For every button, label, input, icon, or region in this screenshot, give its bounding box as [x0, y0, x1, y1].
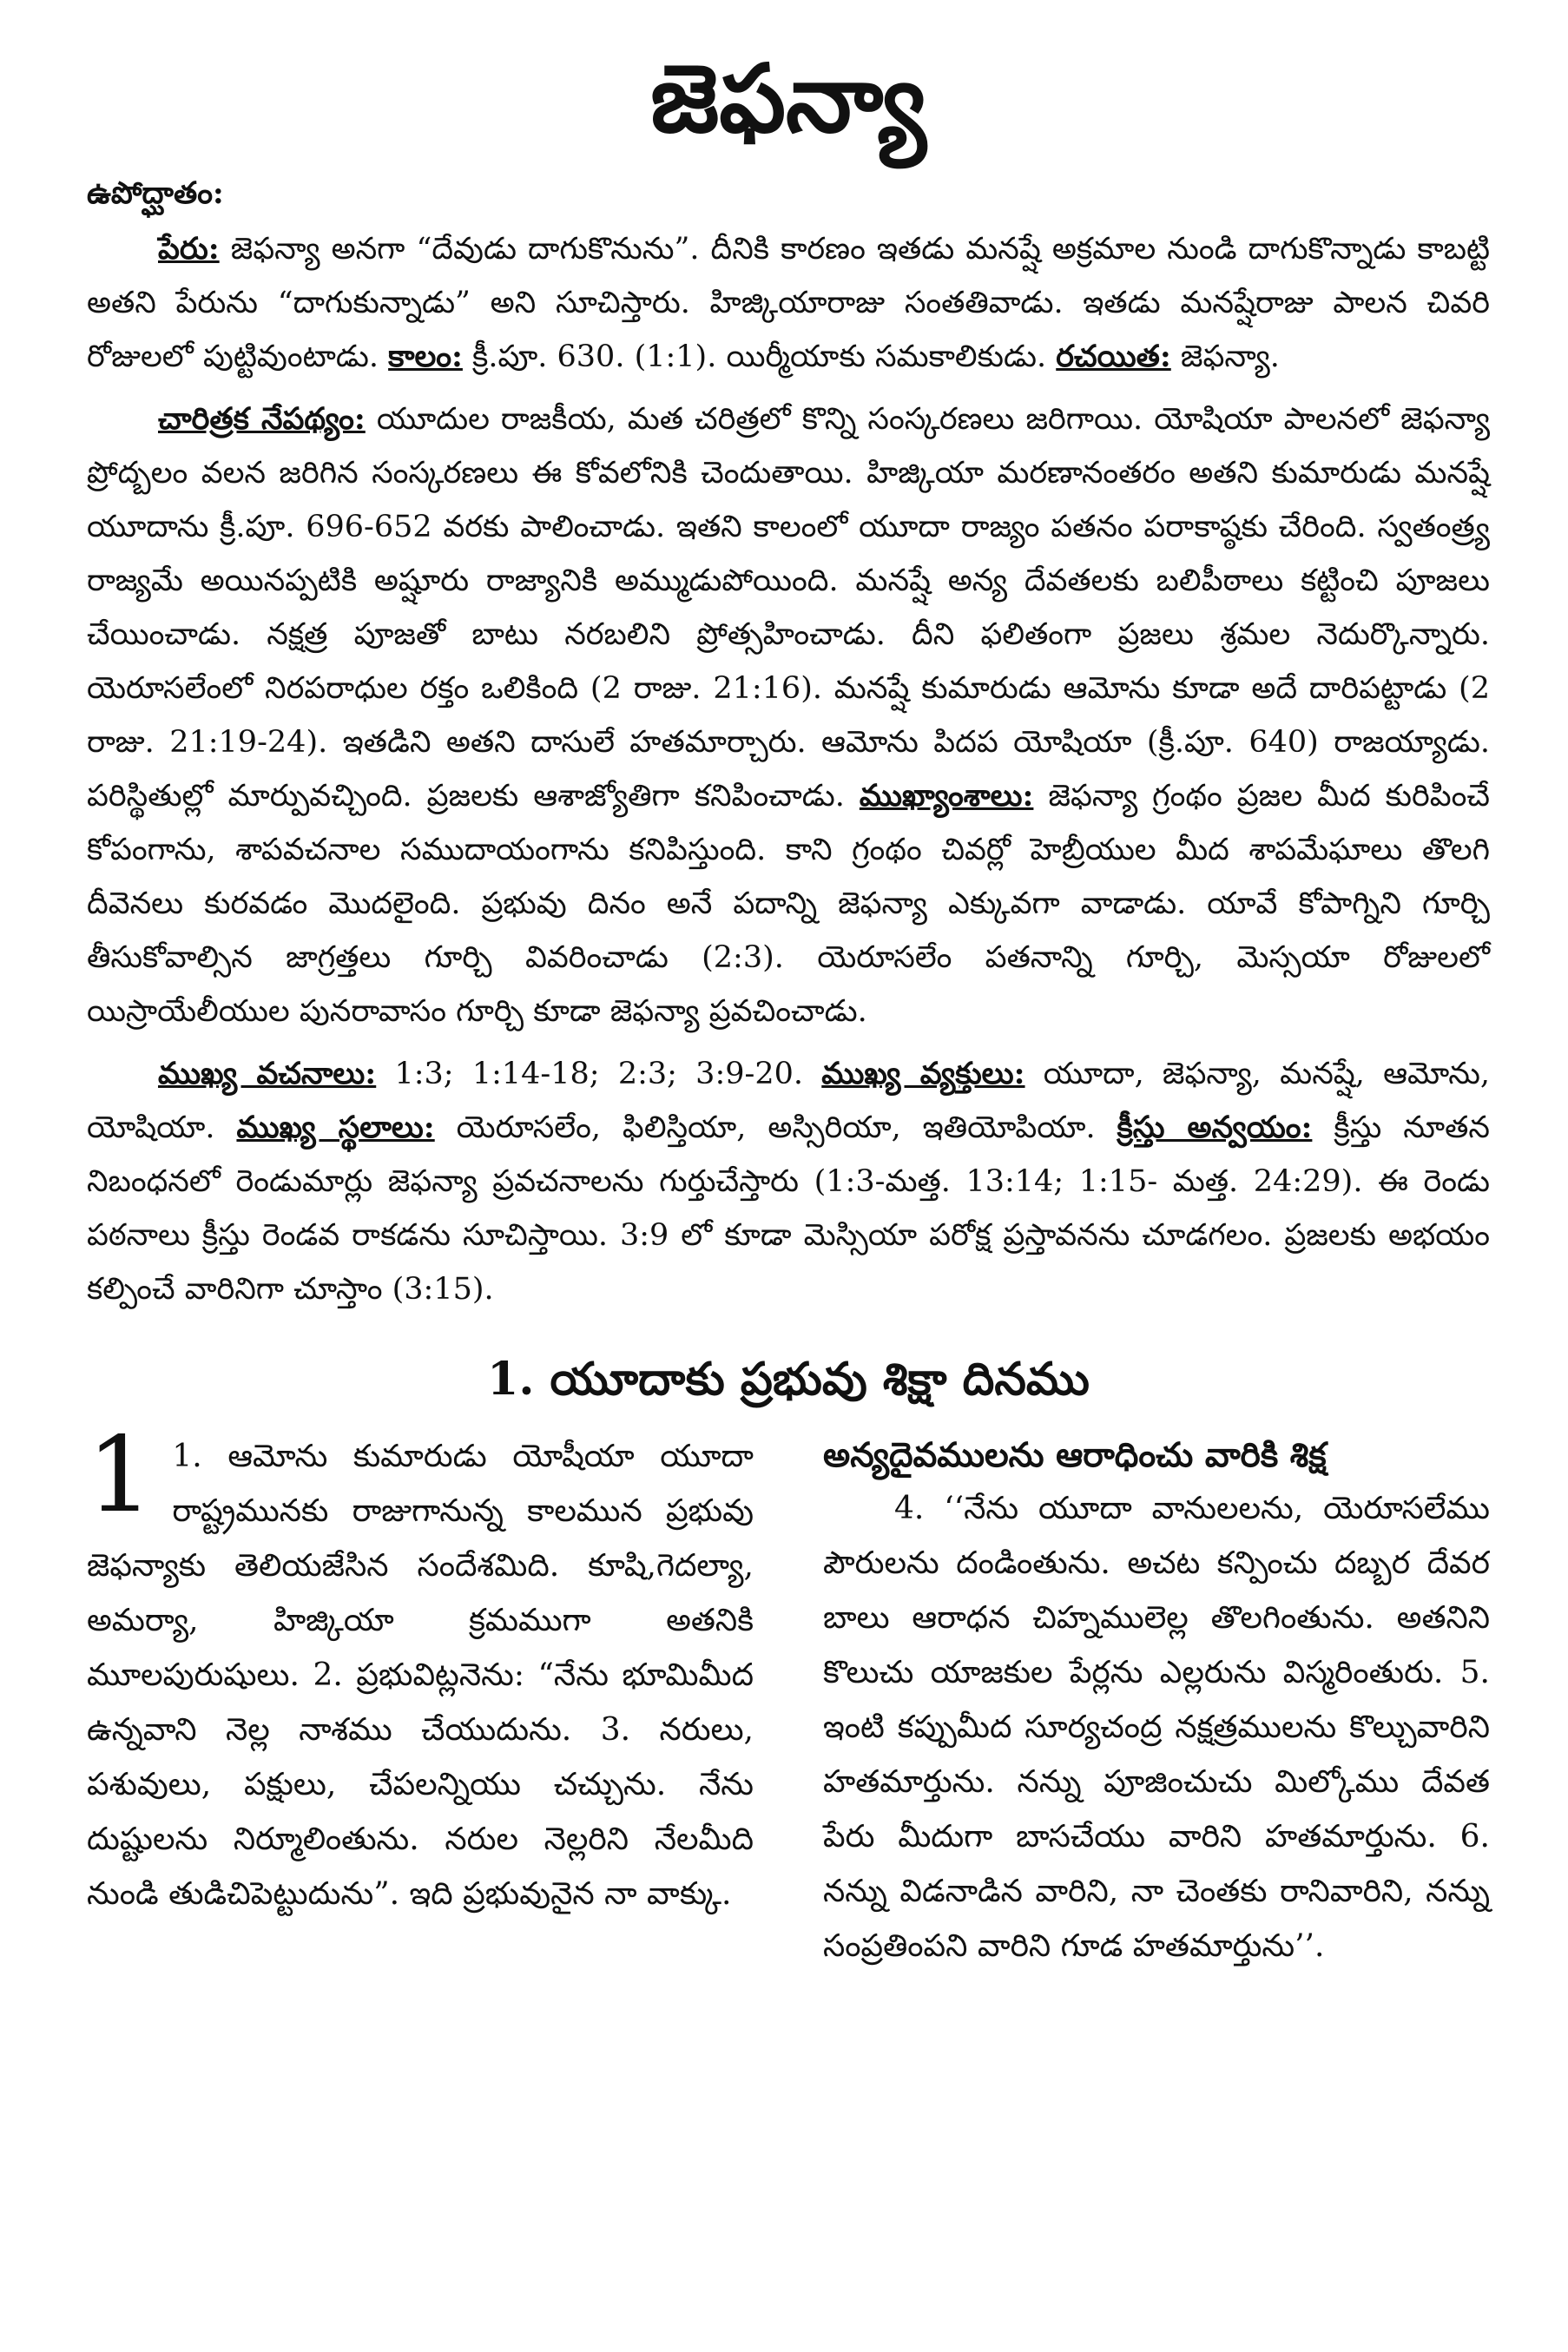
- label-key-persons: ముఖ్య వ్యక్తులు:: [821, 1056, 1025, 1091]
- label-christ-application: క్రీస్తు అన్వయం:: [1117, 1110, 1313, 1145]
- section-heading: అన్యదైవములను ఆరాధించు వారికి శిక్ష: [823, 1435, 1327, 1475]
- chapter-number: 1: [87, 1415, 154, 1536]
- intro-themes-text: జెఫన్యా గ్రంథం ప్రజల మీద కురిపించే కోపంగాను, శాపవచనాల సముదాయంగాను కనిపిస్తుంది. కాని గ్రంథం చివర్లో హెబ్రీయుల మీద శాపమేఘాలు తొలగి దీవెనలు కురవడం మొదలైంది. ప్రభువు దినం అనే పదాన్ని జెఫన్యా ఎక్కువగా వాడాడు. యావే కోపాగ్నిని గూర్చి తీసుకోవాల్సిన జాగ్రత్తలు గూర్చి వివరించాడు (2:3). యెరూసలేం పతనాన్ని గూర్చి, మెస్సయా రోజులలో యిస్రాయేలీయుల పునరావాసం గూర్చి కూడా జెఫన్యా ప్రవచించాడు.: [87, 779, 1490, 1029]
- intro-places-text: యెరూసలేం, ఫిలిస్తియా, అస్సిరియా, ఇతియోపియా.: [434, 1110, 1117, 1145]
- intro-persons-text: యూదా, జెఫన్యా, మనష్షే, ఆమోను, యోషియా.: [87, 1057, 1491, 1145]
- label-historical-background: చారిత్రక నేపథ్యం:: [158, 401, 366, 437]
- intro-verses-text: 1:3; 1:14-18; 2:3; 3:9-20.: [376, 1057, 822, 1091]
- intro-christ-text: క్రీస్తు నూతన నిబంధనలో రెండుమార్లు జెఫన్యా ప్రవచనాలను గుర్తుచేస్తారు (1:3-మత్త. 13:14; 1:15- మత్త. 24:29). ఈ రెండు పఠనాలు క్రీస్తు రెండవ రాకడను సూచిస్తాయి. 3:9 లో కూడా మెస్సియా పరోక్ష ప్రస్తావనను చూడగలం. ప్రజలకు అభయం కల్పించే వారినిగా చూస్తాం (3:15).: [87, 1110, 1490, 1307]
- intro-background-text: యూదుల రాజకీయ, మత చరిత్రలో కొన్ని సంస్కరణలు జరిగాయి. యోషియా పాలనలో జెఫన్యా ప్రోద్బలం వలన జరిగిన సంస్కరణలు ఈ కోవలోనికి చెందుతాయి. హిజ్కియా మరణానంతరం అతని కుమారుడు మనష్షే యూదాను క్రీ.పూ. 696-652 వరకు పాలించాడు. ఇతని కాలంలో యూదా రాజ్యం పతనం పరాకాష్ఠకు చేరింది. స్వతంత్ర్య రాజ్యమే అయినప్పటికి అష్షూరు రాజ్యానికి అమ్ముడుపోయింది. మనష్షే అన్య దేవతలకు బలిపీఠాలు కట్టించి పూజలు చేయించాడు. నక్షత్ర పూజతో బాటు నరబలిని ప్రోత్సహించాడు. దీని ఫలితంగా ప్రజలు శ్రమల నెదుర్కొన్నారు. యెరూసలేంలో నిరపరాధుల రక్తం ఒలికింది (2 రాజు. 21:16). మనష్షే కుమారుడు ఆమోను కూడా అదే దారిపట్టాడు (2 రాజు. 21:19-24). ఇతడిని అతని దాసులే హతమార్చారు. ఆమోను పిదప యోషియా (క్రీ.పూ. 640) రాజయ్యాడు. పరిస్థితుల్లో మార్పువచ్చింది. ప్రజలకు ఆశాజ్యోతిగా కనిపించాడు.: [87, 402, 1491, 814]
- intro-paragraph-name: [87, 222, 1490, 384]
- right-column-text: 4. ‘‘నేను యూదా వానులలను, యెరూసలేము పౌరులను దండింతును. అచట కన్పించు దబ్బర దేవర బాలు ఆరాధన చిహ్నములెల్ల తొలగింతును. అతనిని కొలుచు యాజకుల పేర్లను ఎల్లరును విస్మరింతురు. 5. ఇంటి కప్పుమీద సూర్యచంద్ర నక్షత్రములను కొల్చువారిని హతమార్తును. నన్ను పూజించుచు మిల్కోము దేవత పేరు మీదుగా బాసచేయు వారిని హతమార్తును. 6. నన్ను విడనాడిన వారిని, నా చెంతకు రానివారిని, నన్ను సంప్రతింపని వారిని గూడ హతమార్తును’’.: [823, 1491, 1490, 1964]
- intro-paragraph-keys: [87, 1047, 1490, 1316]
- label-key-themes: ముఖ్యాంశాలు:: [859, 778, 1034, 814]
- label-key-places: ముఖ్య స్థలాలు:: [236, 1110, 435, 1145]
- label-time: కాలం:: [388, 339, 463, 374]
- label-name: పేరు:: [158, 231, 220, 267]
- chapter-columns: [87, 1415, 1490, 1973]
- chapter-heading: 1. యూదాకు ప్రభువు శిక్షా దినము: [487, 1353, 1090, 1406]
- label-key-verses: ముఖ్య వచనాలు:: [158, 1056, 377, 1091]
- right-column: [823, 1429, 1490, 1973]
- left-column: [87, 1415, 754, 1973]
- intro-name-text: జెఫన్యా అనగా “దేవుడు దాగుకొనును”. దీనికి కారణం ఇతడు మనష్షే అక్రమాల నుండి దాగుకొన్నాడు కాబట్టి అతని పేరును “దాగుకున్నాడు” అని సూచిస్తారు. హిజ్కియారాజు సంతతివాడు. ఇతడు మనష్షేరాజు పాలన చివరి రోజులలో పుట్టివుంటాడు.: [87, 232, 1490, 374]
- introduction-heading: ఉపోద్ఘాతం:: [87, 175, 224, 211]
- left-column-text: 1. ఆమోను కుమారుడు యోషీయా యూదా రాష్ట్రమునకు రాజుగానున్న కాలమున ప్రభువు జెఫన్యాకు తెలియజేసిన సందేశమిది. కూషి,గెదల్యా, అమర్యా, హిజ్కియా క్రమముగా అతనికి మూలపురుషులు. 2. ప్రభువిట్లనెను: “నేను భూమిమీద ఉన్నవాని నెల్ల నాశము చేయుదును. 3. నరులు, పశువులు, పక్షులు, చేపలన్నియు చచ్చును. నేను దుష్టులను నిర్మూలింతును. నరుల నెల్లరిని నేలమీది నుండి తుడిచిపెట్టుదును”. ఇది ప్రభువునైన నా వాక్కు.: [87, 1439, 754, 1912]
- book-title: జెఫన్యా: [650, 45, 926, 154]
- intro-time-text: క్రీ.పూ. 630. (1:1). యిర్మీయాకు సమకాలికుడు.: [462, 339, 1057, 374]
- label-author: రచయిత:: [1056, 339, 1171, 374]
- intro-paragraph-background: [87, 392, 1490, 1038]
- intro-author-text: జెఫన్యా.: [1170, 339, 1280, 374]
